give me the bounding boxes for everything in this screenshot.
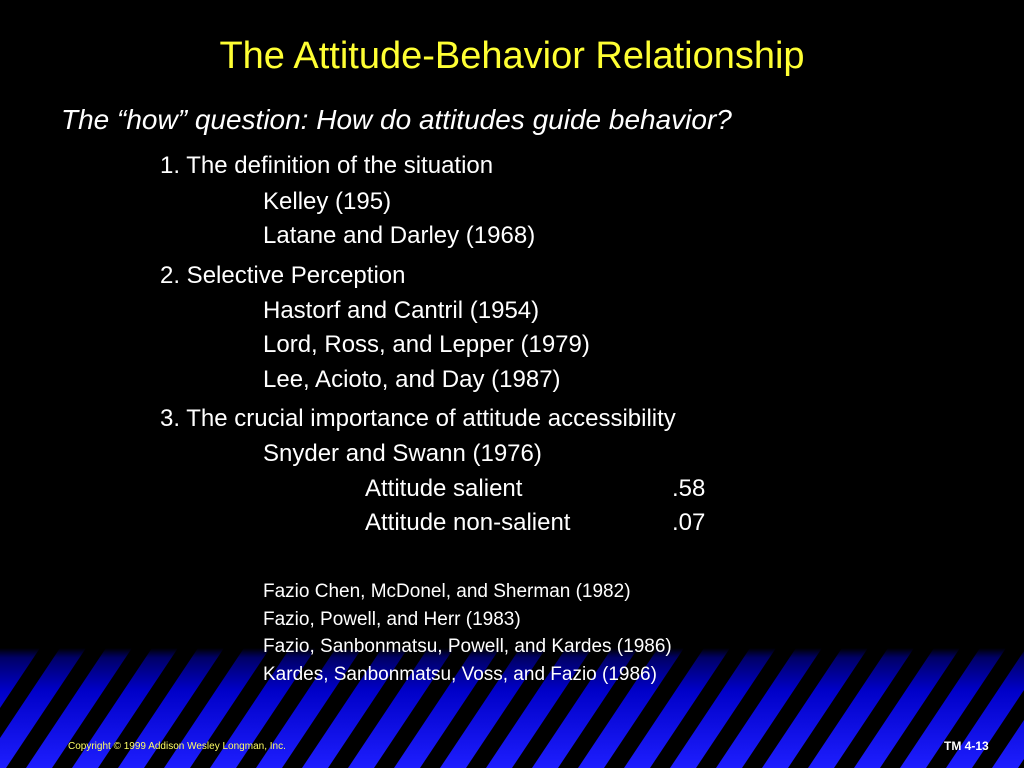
result-label: Attitude salient	[365, 475, 523, 502]
copyright-notice: Copyright © 1999 Addison Wesley Longman, Inc.	[68, 741, 286, 752]
item-2-ref: Lee, Acioto, and Day (1987)	[263, 366, 561, 393]
item-2-ref: Hastorf and Cantril (1954)	[263, 297, 540, 324]
fazio-ref: Fazio, Sanbonmatsu, Powell, and Kardes (1986)	[263, 636, 672, 657]
slide-title: The Attitude-Behavior Relationship	[219, 35, 805, 77]
slide-subtitle: The “how” question: How do attitudes guide behavior?	[61, 104, 732, 135]
item-1-ref: Latane and Darley (1968)	[263, 222, 536, 249]
fazio-ref: Fazio, Powell, and Herr (1983)	[263, 609, 521, 630]
item-1-heading: 1. The definition of the situation	[160, 152, 494, 179]
fazio-ref: Kardes, Sanbonmatsu, Voss, and Fazio (1986)	[263, 664, 657, 685]
fazio-ref: Fazio Chen, McDonel, and Sherman (1982)	[263, 581, 631, 602]
item-3-ref: Snyder and Swann (1976)	[263, 440, 542, 467]
result-label: Attitude non-salient	[365, 509, 571, 536]
page-number: TM 4-13	[944, 739, 989, 753]
result-value: .07	[672, 509, 706, 536]
item-3-heading: 3. The crucial importance of attitude accessibility	[160, 405, 676, 432]
item-1-ref: Kelley (195)	[263, 188, 392, 215]
result-value: .58	[672, 475, 706, 502]
item-2-ref: Lord, Ross, and Lepper (1979)	[263, 331, 590, 358]
item-2-heading: 2. Selective Perception	[160, 262, 406, 289]
